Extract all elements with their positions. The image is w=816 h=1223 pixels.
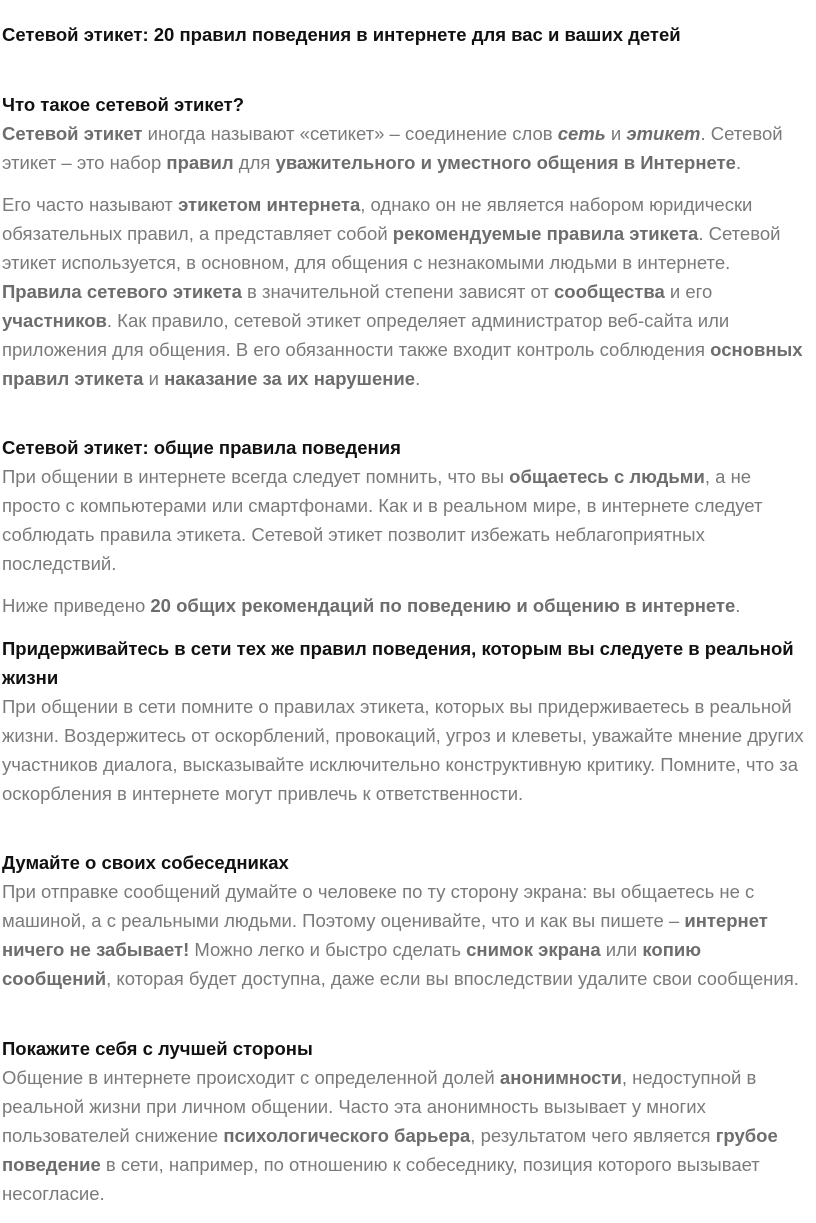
paragraph: При общении в сети помните о правилах этикета, которых вы придерживаетесь в реальной жизни. Воздержитесь от оскорблений, провокаций, угроз и клеветы, уважайте мнение других участников диалога, высказывайте исключительно конструктивную критику. Помните, что за оскорбления в интернете могут привлечь к ответственности. [2,696,804,804]
paragraph [2,1063,810,1208]
paragraph [2,119,810,177]
section-heading: Сетевой этикет: общие правила поведения [2,437,401,458]
bold-text: 20 общих рекомендаций по поведению и общению в интернете [150,595,736,616]
document-title: Сетевой этикет: 20 правил поведения в интернете для вас и ваших детей [2,24,681,45]
section-general-rules [2,433,810,620]
bold-text: грубое поведение [2,1125,778,1175]
bold-text: психологического барьера [223,1125,471,1146]
bold-text: снимок экрана [466,939,601,960]
section-what-is-netiquette [2,90,810,393]
paragraph [2,877,810,993]
bold-text: правил [166,152,234,173]
bold-text: основных правил этикета [2,339,803,389]
italic-text [626,123,700,144]
text: Его часто называют [2,194,179,215]
section-heading: Думайте о своих собеседниках [2,852,289,873]
section-best-side [2,1034,810,1208]
text: . [735,595,741,616]
text: и его [664,281,713,302]
text: для [233,152,276,173]
text: Можно легко и быстро сделать [189,939,467,960]
text: в значительной степени зависят от [241,281,555,302]
section-think-of-interlocutors [2,848,810,993]
text: , недоступной в реальной жизни при личном общении. Часто эта анонимность вызывает у многих пользователей снижение [2,1067,757,1146]
bold-text: уважительного и уместного общения в Интернете [275,152,736,173]
bold-text: анонимности [499,1067,622,1088]
text: . [415,368,421,389]
text: , а не просто с компьютерами или смартфонами. Как и в реальном мире, в интернете следует соблюдать правила этикета. Сетевой этикет позволит избежать неблагоприятных последствий. [2,466,763,574]
text: При отправке сообщений думайте о человеке по ту сторону экрана: вы общаетесь не с машиной, а с реальными людьми. Поэтому оценивайте, что и как вы пишете – [2,881,755,931]
bold-text: Сетевой этикет [2,123,143,144]
text: . [735,152,742,173]
text: . Сетевой этикет – это набор [2,123,783,173]
text: , однако он не является набором юридически обязательных правил, а представляет собой [2,194,753,244]
bold-italic-text: этикет [626,123,701,144]
text: . Сетевой этикет используется, в основном, для общения с незнакомыми людьми в интернете. [2,223,781,273]
italic-text [558,123,606,144]
bold-text: участников [2,310,107,331]
text: При общении в интернете всегда следует помнить, что вы [2,466,510,487]
section-heading: Покажите себя с лучшей стороны [2,1038,313,1059]
section-same-rules [2,634,810,808]
text: или [600,939,643,960]
paragraph [2,462,810,578]
bold-text: этикетом интернета [178,194,361,215]
bold-text: сообщества [554,281,665,302]
text: , которая будет доступна, даже если вы впоследствии удалите свои сообщения. [106,968,799,989]
paragraph [2,591,810,620]
text: в сети, например, по отношению к собеседнику, позиция которого вызывает несогласие. [2,1154,760,1204]
section-heading: Придерживайтесь в сети тех же правил поведения, которым вы следуете в реальной жизни [2,638,794,688]
text: иногда называют «сетикет» – соединение слов [142,123,558,144]
bold-text: копию сообщений [2,939,702,989]
text: и [605,123,627,144]
bold-text: наказание за их нарушение [164,368,416,389]
section-heading: Что такое сетевой этикет? [2,94,245,115]
paragraph [2,190,810,393]
bold-italic-text: сеть [557,123,606,144]
text: Общение в интернете происходит с определенной долей [2,1067,500,1088]
text: , результатом чего является [470,1125,716,1146]
text: Ниже приведено [2,595,151,616]
bold-text: Правила сетевого этикета [2,281,242,302]
bold-text: рекомендуемые правила этикета [392,223,699,244]
bold-text: общаетесь с людьми [509,466,705,487]
text: . Как правило, сетевой этикет определяет администратор веб-сайта или приложения для общения. В его обязанности также входит контроль соблюдения [2,310,730,360]
bold-text: интернет ничего не забывает! [2,910,768,960]
text: и [143,368,165,389]
